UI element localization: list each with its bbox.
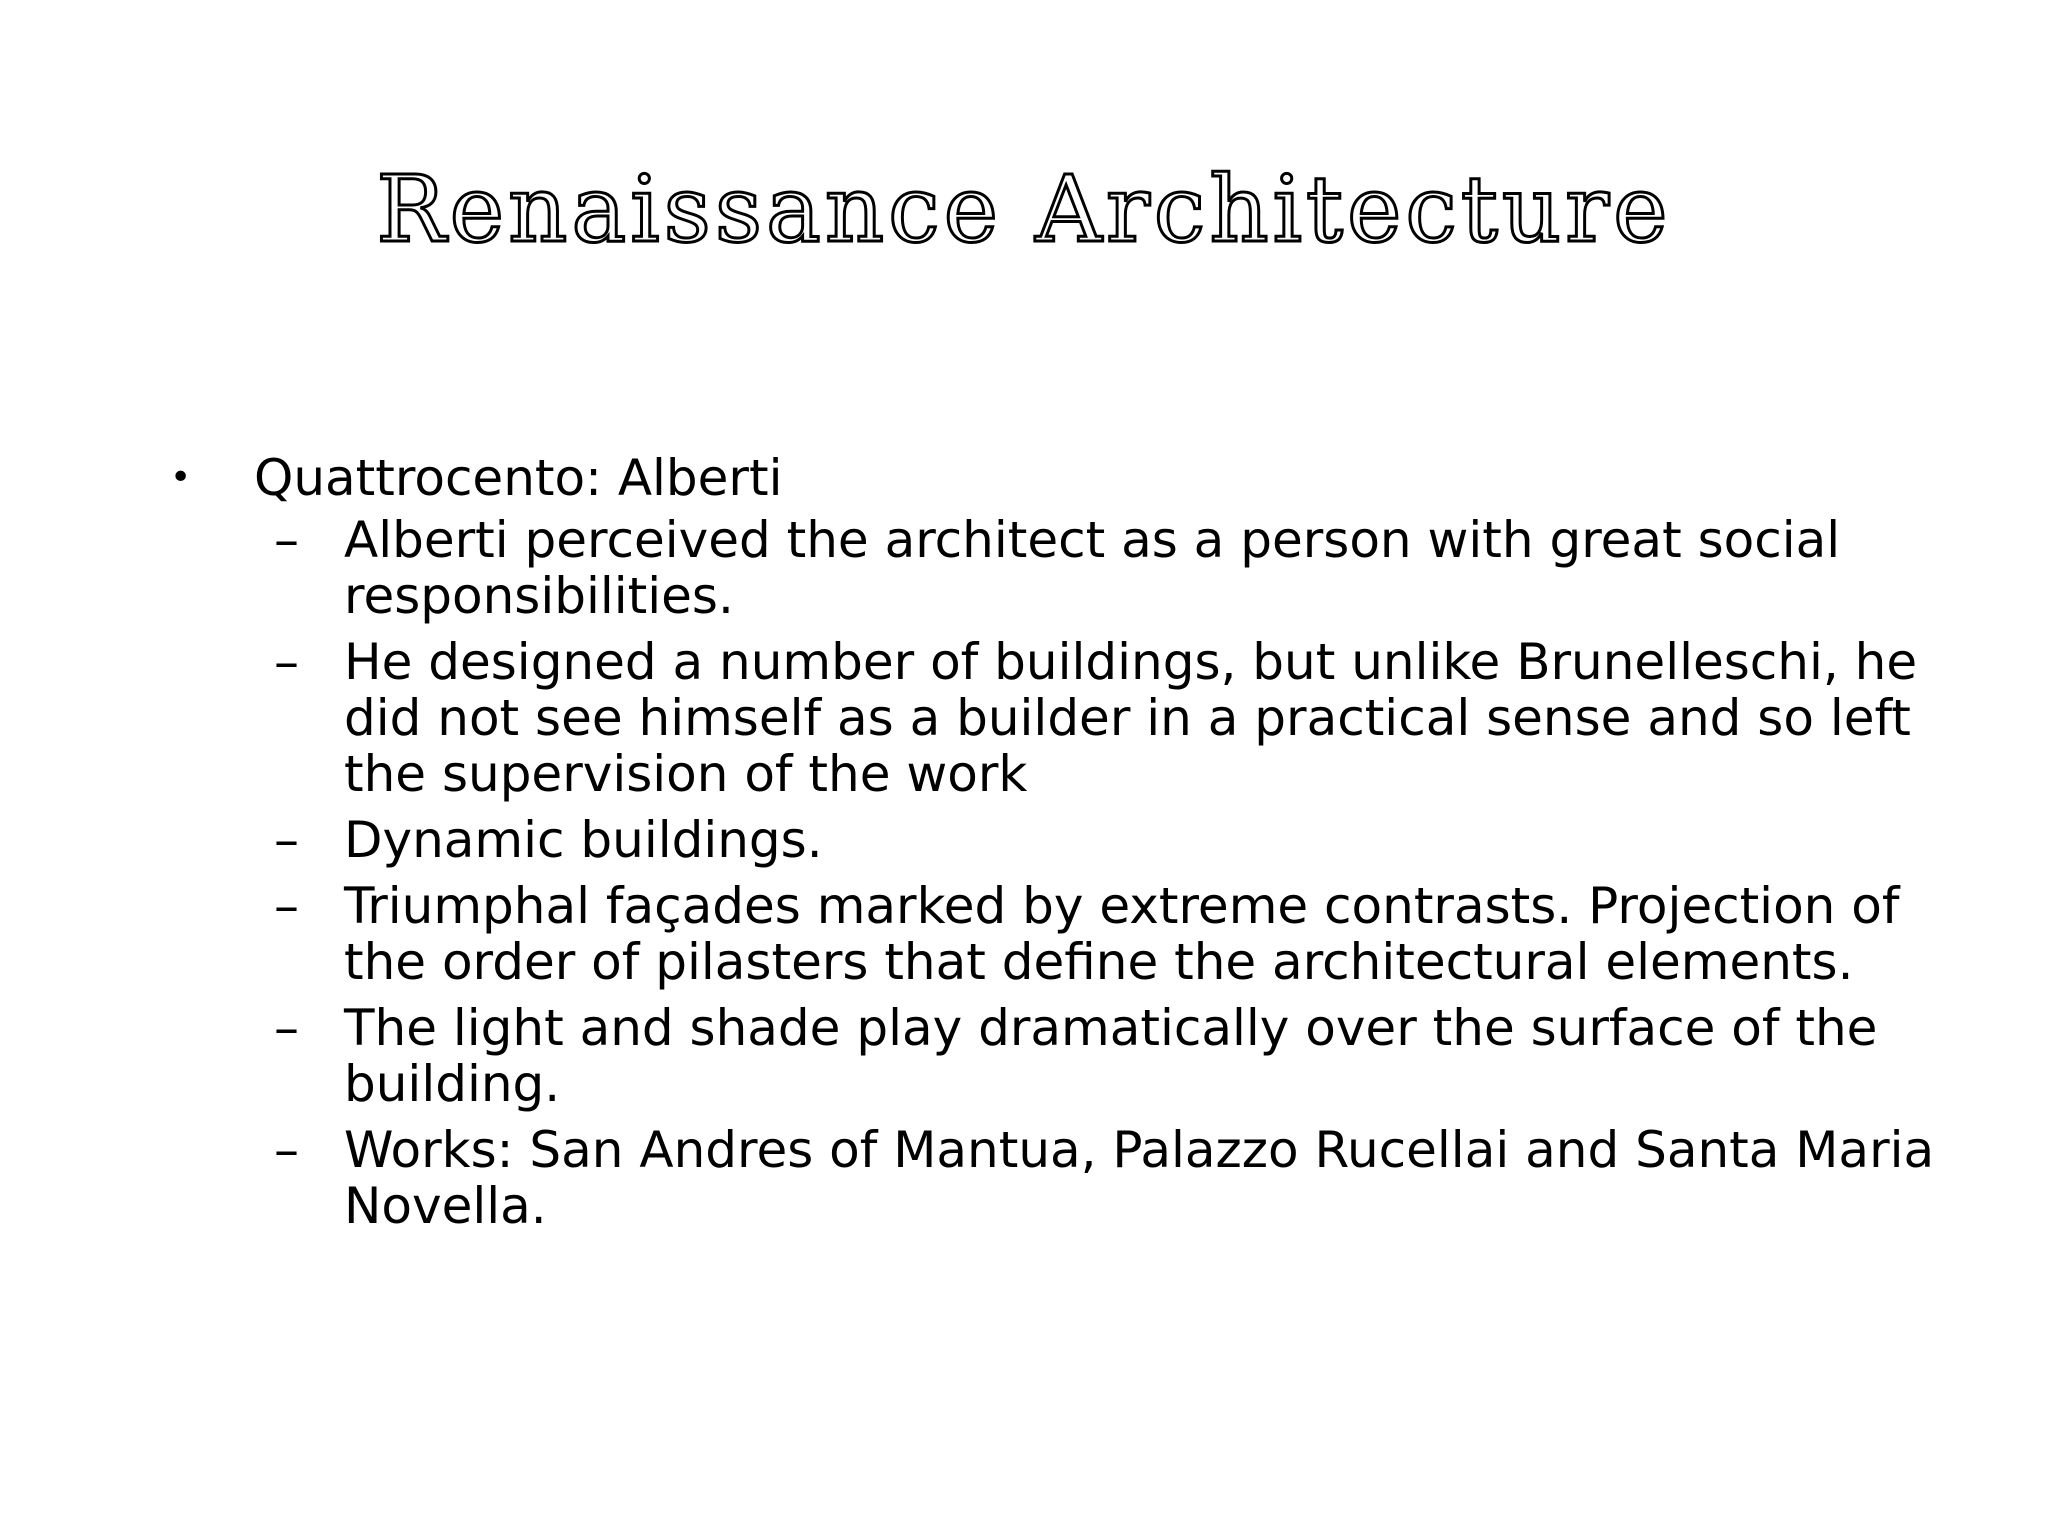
sub-bullet-text: Dynamic buildings. [344, 811, 823, 869]
sub-bullet-item [274, 512, 1990, 624]
sub-bullet-text: Alberti perceived the architect as a person with great social responsibilities. [344, 511, 1841, 625]
sub-bullet-item [274, 878, 1990, 990]
sub-bullet-item [274, 1000, 1990, 1112]
bullet-icon: • [170, 457, 192, 498]
dash-icon: – [274, 633, 299, 691]
dash-icon: – [274, 811, 299, 869]
slide-title: Renaissance Architecture [376, 156, 1672, 263]
dash-icon: – [274, 999, 299, 1057]
dash-icon: – [274, 511, 299, 569]
sub-bullet-text: The light and shade play dramatically over the surface of the building. [344, 999, 1878, 1113]
dash-icon: – [274, 1121, 299, 1179]
sub-bullet-item [274, 1122, 1990, 1234]
sub-bullet-text: He designed a number of buildings, but unlike Brunelleschi, he did not see himself as a builder in a practical sense and so left the supervision of the work [344, 633, 1918, 803]
main-bullet [170, 448, 1990, 508]
slide-content [170, 448, 1990, 1244]
sub-bullet-item [274, 812, 1990, 868]
sub-bullet-text: Works: San Andres of Mantua, Palazzo Rucellai and Santa Maria Novella. [344, 1121, 1935, 1235]
sub-bullet-list [170, 512, 1990, 1234]
main-bullet-text: Quattrocento: Alberti [254, 449, 783, 507]
sub-bullet-text: Triumphal façades marked by extreme contrasts. Projection of the order of pilasters that define the architectural elements. [344, 877, 1900, 991]
dash-icon: – [274, 877, 299, 935]
sub-bullet-item [274, 634, 1990, 802]
